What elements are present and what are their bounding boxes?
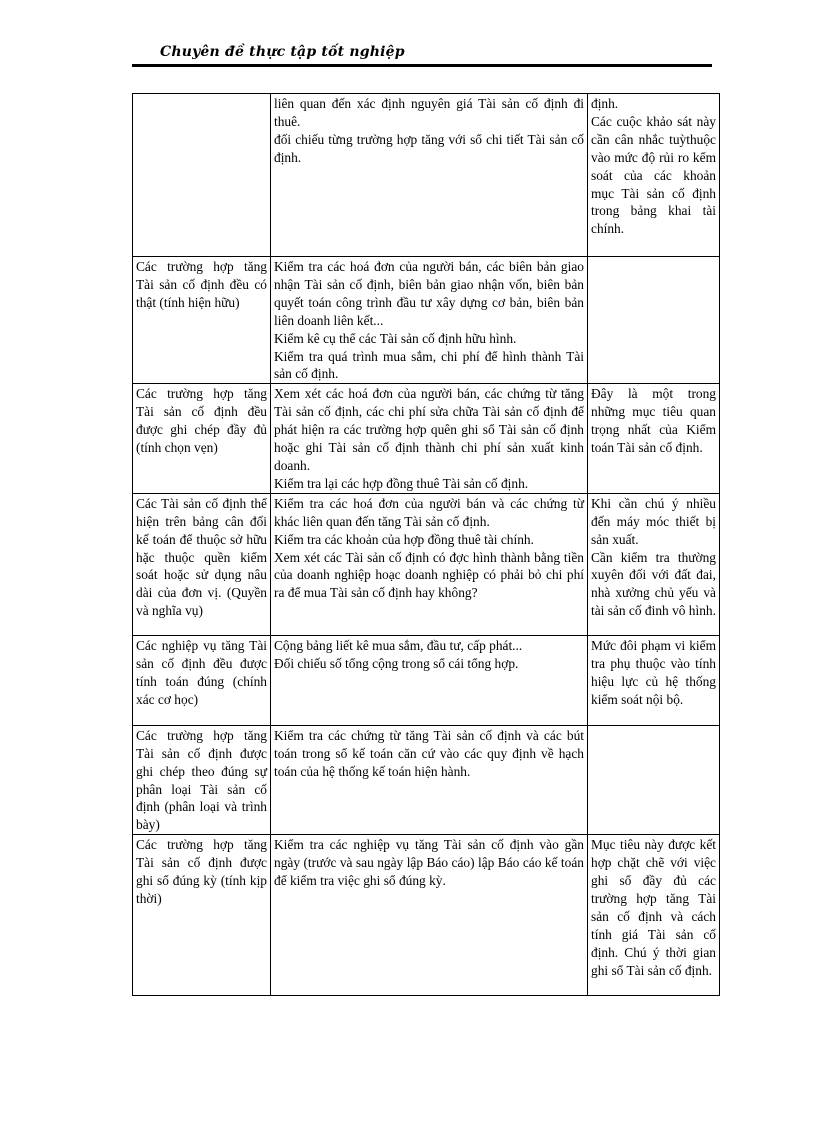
header-title: Chuyên đề thực tập tốt nghiệp <box>160 44 405 60</box>
objective-cell <box>133 835 271 996</box>
note-text: Mức đôi phạm vi kiểm tra phụ thuộc vào tính hiệu lực củ hệ thống kiểm soát nội bộ. <box>591 637 716 707</box>
procedure-text: Xem xét các Tài sản cố định có đợc hình thành bằng tiền của doanh nghiệp hoạc doanh nghiệp có phải bỏ chi phí ra để mua Tài sản cố định hay không? <box>274 549 584 601</box>
note-text: Cần kiểm tra thường xuyên đối với đất đai, nhà xưởng chủ yếu và tài sản cố đinh vô hình. <box>591 549 716 619</box>
objective-cell <box>133 384 271 493</box>
procedures-cell <box>271 635 588 725</box>
notes-cell <box>588 725 720 834</box>
procedure-text: liên quan đến xác định nguyên giá Tài sản cố định đi thuê. <box>274 96 584 129</box>
procedures-cell <box>271 384 588 493</box>
objective-cell <box>133 635 271 725</box>
procedure-text: Kiểm tra lại các hợp đồng thuê Tài sản cố định. <box>274 475 529 491</box>
note-text: định. <box>591 96 619 111</box>
objective-cell <box>133 257 271 384</box>
table-row <box>133 635 720 725</box>
procedure-text: Kiểm tra quá trình mua sắm, chi phí để hình thành Tài sản cố định. <box>274 348 584 382</box>
notes-cell <box>588 384 720 493</box>
procedure-text: Cộng bảng liết kê mua sắm, đầu tư, cấp phát... <box>274 637 523 653</box>
notes-cell <box>588 493 720 635</box>
procedures-cell <box>271 725 588 834</box>
procedure-text: Kiểm tra các hoá đơn của người bán và các chứng từ khác liên quan đến tăng Tài sản cố định. <box>274 495 584 529</box>
objective-text: Các trường hợp tăng Tài sản cố định được ghi chép theo đúng sự phân loại Tài sản cố định (phân loại và trình bày) <box>136 727 267 833</box>
table-row <box>133 493 720 635</box>
note-text: Khi cần chú ý nhiều đến máy móc thiết bị sản xuất. <box>591 495 716 547</box>
procedures-cell <box>271 835 588 996</box>
notes-cell <box>588 835 720 996</box>
header-rule <box>132 64 712 67</box>
table-row <box>133 257 720 384</box>
procedure-text: Kiểm tra các chứng từ tăng Tài sản cố định và các bút toán trong sổ kế toán căn cứ vào các quy định về hạch toán của hệ thống kế toán hiện hành. <box>274 727 584 779</box>
objective-text: Các trường hợp tăng Tài sản cố định đều được ghi chép đầy đủ (tính chọn vẹn) <box>136 386 267 456</box>
objective-cell <box>133 493 271 635</box>
procedure-text: Xem xét các hoá đơn của người bán, các chứng từ tăng Tài sản cố định, các chi phí sửa chữa Tài sản cố định để phát hiện ra các trường hợp quên ghi sổ Tài sản cố định hoặc ghi Tài sản cố định thành chi phí sản xuất kinh doanh. <box>274 386 584 473</box>
table-row <box>133 835 720 996</box>
table-row <box>133 94 720 257</box>
note-text: Đây là một trong những mục tiêu quan trọng nhất của Kiểm toán Tài sản cố định. <box>591 386 716 456</box>
page-header <box>132 44 712 67</box>
table-row <box>133 725 720 834</box>
table-row <box>133 384 720 493</box>
procedure-text: Kiểm kê cụ thể các Tài sản cố định hữu hình. <box>274 330 517 346</box>
procedure-text: Kiểm tra các hoá đơn của người bán, các biên bản giao nhận Tài sản cố định, biên bản giao nhận vốn, biên bản quyết toán công trình đầu tư xây dựng cơ bản, biên bản liên doanh liên kết... <box>274 259 584 328</box>
procedure-text: Kiểm tra các nghiệp vụ tăng Tài sản cố định vào gần ngày (trước và sau ngày lập Báo cáo) lập Báo cáo kế toán để kiểm tra việc ghi sổ đúng kỳ. <box>274 837 584 889</box>
procedures-cell <box>271 257 588 384</box>
objective-text: Các trường hợp tăng Tài sản cố định được ghi sổ đúng kỳ (tính kịp thời) <box>136 837 267 906</box>
procedure-text: Đối chiếu số tổng cộng trong sổ cái tổng hợp. <box>274 655 519 671</box>
procedures-cell <box>271 493 588 635</box>
note-text: Mục tiêu này được kết hợp chặt chẽ với việc ghi sổ đầy đủ các trường hợp tăng Tài sản cố định và cách tính giá Tài sản cố định. Chú ý thời gian ghi sổ Tài sản cố định. <box>591 837 716 978</box>
objective-text: Các nghiệp vụ tăng Tài sản cố định đều được tính toán đúng (chính xác cơ học) <box>136 637 267 707</box>
audit-procedures-table <box>132 93 720 996</box>
notes-cell <box>588 94 720 257</box>
procedures-cell <box>271 94 588 257</box>
objective-text: Các Tài sản cố định thể hiện trên bảng cân đối kế toán để thuộc sở hữu hặc thuộc quền kiểm soát hoặc sử dụng nâu dài của đơn vị. (Quyền và nghĩa vụ) <box>136 495 267 619</box>
procedure-text: Kiểm tra các khoản của hợp đồng thuê tài chính. <box>274 531 534 547</box>
notes-cell <box>588 635 720 725</box>
objective-text: Các trường hợp tăng Tài sản cố định đều có thật (tính hiện hữu) <box>136 259 267 310</box>
procedure-text: đối chiếu từng trường hợp tăng với sổ chi tiết Tài sản cố định. <box>274 131 584 165</box>
objective-cell <box>133 725 271 834</box>
notes-cell <box>588 257 720 384</box>
note-text: Các cuộc khảo sát này cần cân nhắc tuỳthuộc vào mức độ rủi ro kểm soát của các khoản mục Tài sản cố định trong bảng khai tài chính. <box>591 113 716 237</box>
objective-cell <box>133 94 271 257</box>
